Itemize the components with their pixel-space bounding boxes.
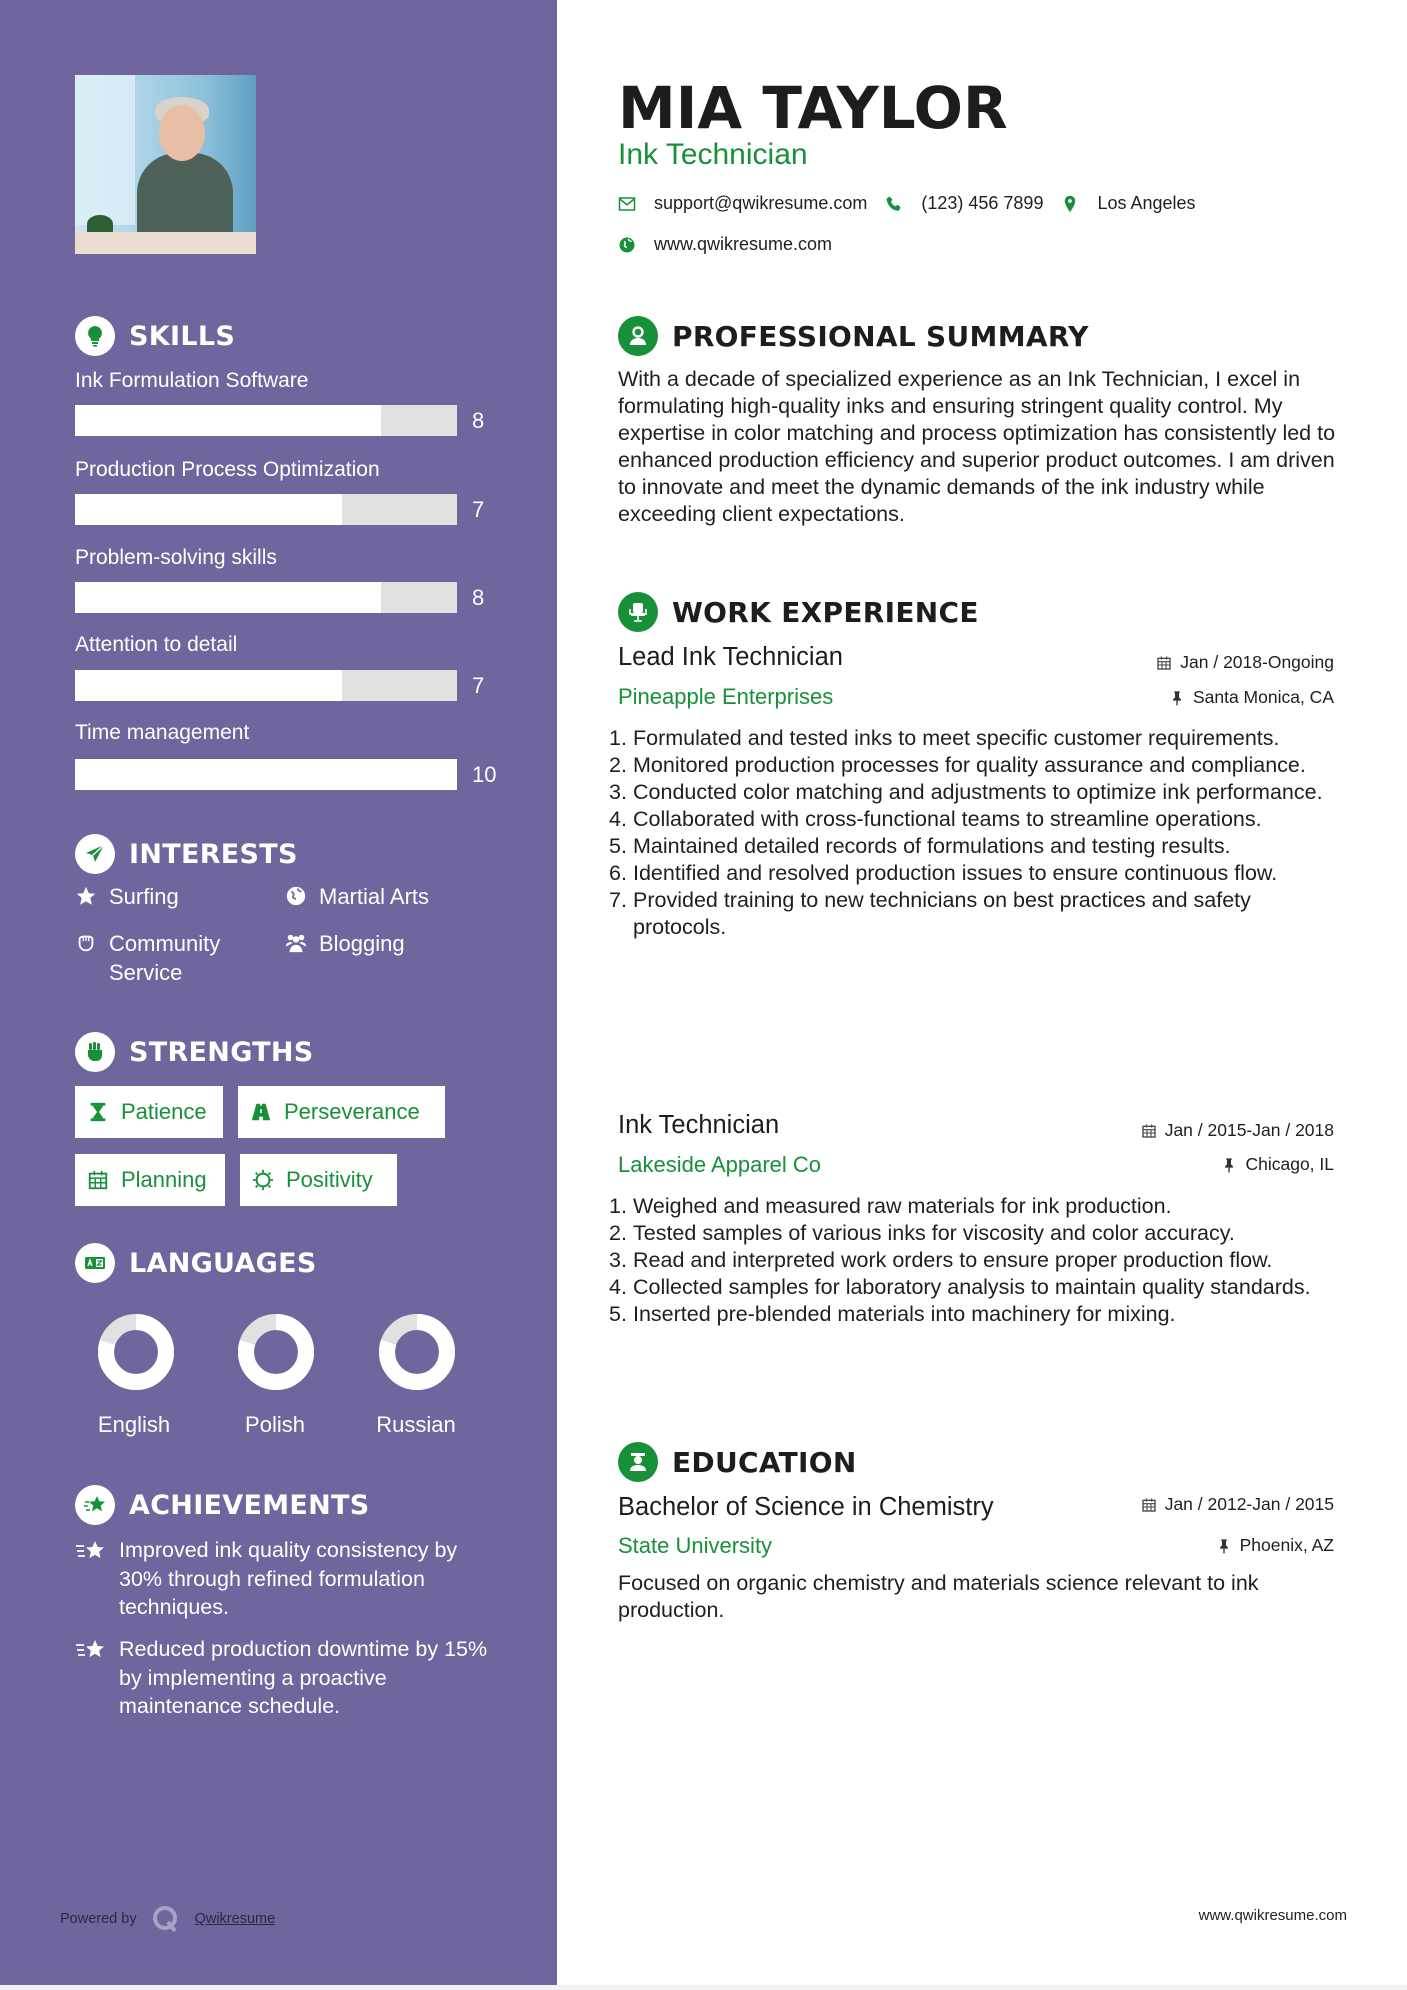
achievement-text: Improved ink quality consistency by 30% through refined formulation techniques. (119, 1538, 458, 1619)
bullet-text: Monitored production processes for quality assurance and compliance. (633, 753, 1306, 777)
job-bullet: 5. Maintained detailed records of formulations and testing results. (609, 834, 1231, 858)
website-text: www.qwikresume.com (654, 234, 833, 254)
photo-desk (75, 232, 256, 254)
shooting-star-icon (75, 1637, 107, 1665)
donut-chart (375, 1310, 459, 1394)
education-location-text: Phoenix, AZ (1239, 1535, 1334, 1555)
office-chair-icon (618, 592, 658, 632)
calendar-icon (1141, 1123, 1157, 1139)
skill-name: Attention to detail (75, 633, 238, 656)
languages-title: LANGUAGES (129, 1247, 317, 1279)
job-bullet: 1. Formulated and tested inks to meet specific customer requirements. (609, 726, 1280, 750)
shooting-star-icon (75, 1538, 107, 1566)
sidebar (0, 0, 557, 1985)
donut-chart (94, 1310, 178, 1394)
strengths-title: STRENGTHS (129, 1036, 314, 1068)
education-dates-text: Jan / 2012-Jan / 2015 (1164, 1494, 1334, 1514)
star-badge-icon (75, 1485, 115, 1525)
interest-label: Surfing (109, 884, 179, 909)
donut-chart (234, 1310, 318, 1394)
skills-heading (75, 316, 235, 356)
job-location (1169, 687, 1334, 708)
education-school: State University (618, 1533, 773, 1558)
job-company: Pineapple Enterprises (618, 684, 834, 709)
photo-person-head (159, 105, 205, 161)
job-role: Lead Ink Technician (618, 643, 843, 671)
lightbulb-icon (75, 316, 115, 356)
job-bullet: 3. Read and interpreted work orders to ensure proper production flow. (609, 1248, 1273, 1272)
interest-label: Martial Arts (319, 884, 430, 909)
education-title: EDUCATION (672, 1445, 857, 1479)
skill-bar-fill (75, 582, 381, 613)
interests-title: INTERESTS (129, 838, 298, 870)
job-dates-text: Jan / 2018-Ongoing (1180, 652, 1334, 672)
summary-heading (618, 316, 1089, 356)
job-bullets (609, 725, 1349, 941)
interest-label: Community Service (109, 931, 221, 985)
skill-name: Time management (75, 721, 250, 744)
hand-icon (75, 932, 97, 954)
qwikresume-logo-icon (151, 1904, 181, 1934)
paper-plane-icon (75, 834, 115, 874)
education-degree: Bachelor of Science in Chemistry (618, 1493, 994, 1521)
strengths-heading (75, 1032, 314, 1072)
job-location (1221, 1154, 1334, 1175)
job-dates-text: Jan / 2015-Jan / 2018 (1164, 1120, 1334, 1140)
photo-plant (87, 215, 113, 233)
strength-label: Patience (121, 1099, 207, 1124)
contact-phone[interactable] (885, 193, 1043, 214)
phone-icon (885, 195, 903, 213)
job-location-text: Santa Monica, CA (1192, 687, 1334, 707)
qwikresume-link[interactable]: Qwikresume (194, 1911, 276, 1927)
skill-value: 8 (472, 408, 485, 433)
job-bullet: 4. Collected samples for laboratory analysis to maintain quality standards. (609, 1275, 1311, 1299)
job-company: Lakeside Apparel Co (618, 1152, 822, 1177)
bullet-text: Tested samples of various inks for viscosity and color accuracy. (633, 1221, 1235, 1245)
skill-bar (75, 759, 457, 790)
road-icon (250, 1101, 272, 1123)
skill-bar (75, 405, 457, 436)
calendar-icon (1156, 655, 1172, 671)
languages-heading (75, 1243, 317, 1283)
page-bottom-edge (0, 1985, 1407, 1990)
contact-location (1061, 193, 1195, 214)
pushpin-icon (1169, 690, 1185, 706)
location-text: Los Angeles (1097, 193, 1196, 213)
skill-value: 10 (472, 762, 497, 787)
language-donut (91, 1310, 181, 1399)
job-bullet: 5. Inserted pre-blended materials into machinery for mixing. (609, 1302, 1176, 1326)
strength-badge (238, 1086, 445, 1138)
map-pin-icon (1061, 195, 1079, 213)
candidate-title: Ink Technician (618, 138, 808, 171)
contact-row (618, 193, 1214, 214)
fist-icon (75, 1032, 115, 1072)
language-donut (231, 1310, 321, 1399)
skill-bar (75, 494, 457, 525)
candidate-name: MIA TAYLOR (618, 74, 1008, 142)
job-role: Ink Technician (618, 1111, 780, 1139)
education-dates (1141, 1494, 1334, 1515)
star-icon (75, 885, 97, 907)
bullet-text: Collected samples for laboratory analysis to maintain quality standards. (633, 1275, 1311, 1299)
job-location-text: Chicago, IL (1245, 1154, 1334, 1174)
strength-label: Perseverance (284, 1099, 420, 1124)
strength-badge (240, 1154, 397, 1206)
language-label: Polish (245, 1412, 305, 1437)
pushpin-icon (1216, 1538, 1232, 1554)
job-bullet: 2. Tested samples of various inks for viscosity and color accuracy. (609, 1221, 1235, 1245)
experience-heading (618, 592, 979, 632)
skill-bar-fill (75, 670, 342, 701)
job-bullet: 1. Weighed and measured raw materials for ink production. (609, 1194, 1172, 1218)
language-donut (372, 1310, 462, 1399)
bullet-text: Weighed and measured raw materials for ink production. (633, 1194, 1172, 1218)
envelope-icon (618, 195, 636, 213)
interest-item (75, 882, 179, 911)
skill-value: 7 (472, 497, 485, 522)
bullet-text: Maintained detailed records of formulations and testing results. (633, 834, 1231, 858)
skill-bar-fill (75, 405, 381, 436)
summary-text: With a decade of specialized experience as an Ink Technician, I excel in formulating high-quality inks and ensuring stringent quality control. My expertise in color matching and process optimization has consistently led to enhanced production efficiency and superior product outcomes. I am driven to innovate and meet the dynamic demands of the ink industry while exceeding client expectations. (618, 367, 1336, 526)
graduate-icon (618, 1442, 658, 1482)
interest-label: Blogging (319, 931, 405, 956)
job-dates (1141, 1120, 1334, 1141)
globe-icon (618, 236, 636, 254)
users-icon (285, 932, 307, 954)
language-icon (75, 1243, 115, 1283)
footer-website[interactable]: www.qwikresume.com (1198, 1907, 1347, 1924)
summary-title: PROFESSIONAL SUMMARY (672, 319, 1089, 353)
strength-label: Positivity (286, 1167, 373, 1192)
job-bullet: 6. Identified and resolved production issues to ensure continuous flow. (609, 861, 1278, 885)
skill-bar (75, 582, 457, 613)
profile-photo (75, 75, 256, 254)
skills-title: SKILLS (129, 320, 236, 352)
sun-icon (252, 1169, 274, 1191)
bullet-text: Formulated and tested inks to meet specific customer requirements. (633, 726, 1280, 750)
hourglass-icon (87, 1101, 109, 1123)
job-bullet: 7. Provided training to new technicians on best practices and safety protocols. (609, 887, 1349, 941)
contact-website[interactable] (618, 234, 832, 255)
bullet-text: Read and interpreted work orders to ensure proper production flow. (633, 1248, 1273, 1272)
calendar-icon (1141, 1497, 1157, 1513)
photo-window (75, 75, 135, 225)
interest-item (285, 929, 405, 958)
powered-by (60, 1904, 275, 1934)
experience-title: WORK EXPERIENCE (672, 595, 979, 629)
achievement-item (75, 1635, 495, 1721)
main-content (557, 0, 1407, 1990)
skill-bar-fill (75, 494, 342, 525)
job-bullets (609, 1193, 1349, 1328)
strength-badge (75, 1154, 225, 1206)
user-icon (618, 316, 658, 356)
achievements-title: ACHIEVEMENTS (129, 1489, 370, 1521)
calendar-icon (87, 1169, 109, 1191)
education-heading (618, 1442, 857, 1482)
phone-text: (123) 456 7899 (921, 193, 1044, 213)
contact-email[interactable] (618, 193, 867, 214)
job-bullet: 2. Monitored production processes for quality assurance and compliance. (609, 753, 1306, 777)
skill-bar-fill (75, 759, 457, 790)
globe-icon (285, 885, 307, 907)
achievement-text: Reduced production downtime by 15% by implementing a proactive maintenance schedule. (119, 1637, 488, 1718)
strength-label: Planning (121, 1167, 207, 1192)
bullet-text: Inserted pre-blended materials into machinery for mixing. (633, 1302, 1176, 1326)
job-bullet: 4. Collaborated with cross-functional teams to streamline operations. (609, 807, 1262, 831)
bullet-text: Collaborated with cross-functional teams to streamline operations. (633, 807, 1262, 831)
bullet-text: Provided training to new technicians on best practices and safety protocols. (633, 888, 1251, 939)
bullet-text: Identified and resolved production issues to ensure continuous flow. (633, 861, 1278, 885)
job-dates (1156, 652, 1334, 673)
education-location (1216, 1535, 1334, 1556)
skill-value: 8 (472, 585, 485, 610)
achievement-item (75, 1536, 495, 1622)
job-bullet: 3. Conducted color matching and adjustments to optimize ink performance. (609, 780, 1323, 804)
skill-name: Ink Formulation Software (75, 369, 309, 392)
skill-name: Production Process Optimization (75, 458, 380, 481)
interest-item (285, 882, 429, 911)
language-label: Russian (376, 1412, 456, 1437)
education-description: Focused on organic chemistry and materials science relevant to ink production. (618, 1571, 1259, 1622)
strength-badge (75, 1086, 223, 1138)
pushpin-icon (1221, 1157, 1237, 1173)
language-label: English (97, 1412, 171, 1437)
interests-heading (75, 834, 298, 874)
skill-name: Problem-solving skills (75, 546, 277, 569)
skill-bar (75, 670, 457, 701)
bullet-text: Conducted color matching and adjustments to optimize ink performance. (633, 780, 1323, 804)
powered-by-text: Powered by (60, 1911, 137, 1927)
interest-item (75, 929, 265, 987)
skill-value: 7 (472, 673, 485, 698)
email-text: support@qwikresume.com (654, 193, 868, 213)
achievements-heading (75, 1485, 370, 1525)
